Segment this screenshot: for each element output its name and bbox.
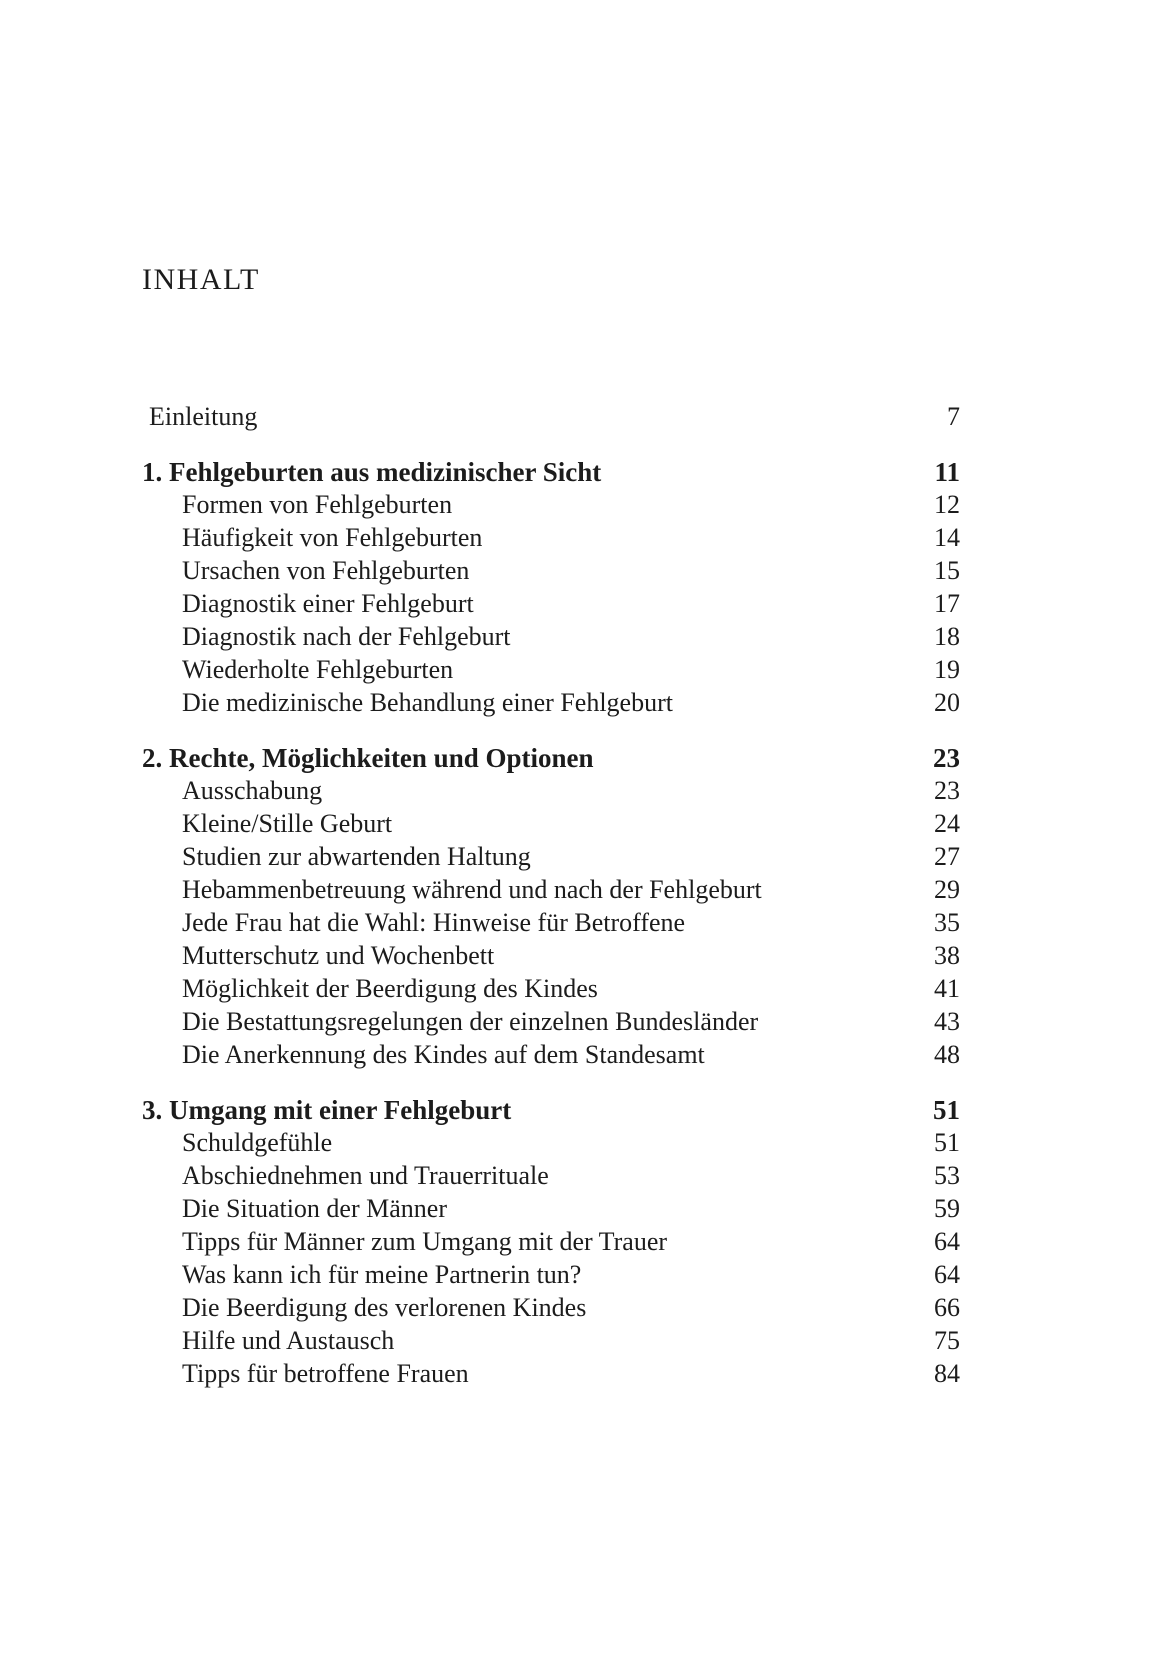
- toc-section-page: 20: [934, 688, 960, 717]
- toc-section-title: Die Situation der Männer: [182, 1194, 447, 1223]
- toc-section-entry[interactable]: [142, 488, 960, 522]
- toc-section-page: 41: [934, 974, 960, 1003]
- toc-section-page: 17: [934, 589, 960, 618]
- toc-section-entry[interactable]: [142, 1005, 960, 1039]
- toc-chapter-page: 11: [934, 457, 960, 487]
- toc-chapter-1[interactable]: [142, 455, 960, 489]
- toc-section-title: Ausschabung: [182, 776, 323, 805]
- toc-section-entry[interactable]: [142, 906, 960, 940]
- toc-section-entry[interactable]: [142, 521, 960, 555]
- toc-chapter-title: 2. Rechte, Möglichkeiten und Optionen: [142, 743, 594, 773]
- toc-section-title: Möglichkeit der Beerdigung des Kindes: [182, 974, 598, 1003]
- toc-section-title: Diagnostik einer Fehlgeburt: [182, 589, 474, 618]
- toc-section-entry[interactable]: [142, 1225, 960, 1259]
- toc-section-page: 29: [934, 875, 960, 904]
- toc-section-entry[interactable]: [142, 1126, 960, 1160]
- toc-chapter-page: 51: [933, 1095, 960, 1125]
- toc-section-title: Die Anerkennung des Kindes auf dem Standesamt: [182, 1040, 705, 1069]
- toc-section-entry[interactable]: [142, 939, 960, 973]
- toc-chapter-2[interactable]: [142, 741, 960, 775]
- toc-section-entry[interactable]: [142, 686, 960, 720]
- toc-section-title: Die Beerdigung des verlorenen Kindes: [182, 1293, 587, 1322]
- toc-section-entry[interactable]: [142, 653, 960, 687]
- toc-section-entry[interactable]: [142, 1324, 960, 1358]
- toc-section-page: 38: [934, 941, 960, 970]
- toc-section-page: 53: [934, 1161, 960, 1190]
- toc-section-entry[interactable]: [142, 620, 960, 654]
- toc-section-page: 64: [934, 1260, 960, 1289]
- toc-section-page: 19: [934, 655, 960, 684]
- toc-section-entry[interactable]: [142, 1159, 960, 1193]
- toc-section-page: 51: [934, 1128, 960, 1157]
- toc-section-entry[interactable]: [142, 587, 960, 621]
- toc-section-page: 23: [934, 776, 960, 805]
- toc-section-title: Häufigkeit von Fehlgeburten: [182, 523, 483, 552]
- toc-section-title: Kleine/Stille Geburt: [182, 809, 393, 838]
- toc-section-entry[interactable]: [142, 554, 960, 588]
- toc-chapter-title: 3. Umgang mit einer Fehlgeburt: [142, 1095, 512, 1125]
- toc-section-title: Ursachen von Fehlgeburten: [182, 556, 470, 585]
- toc-section-title: Die medizinische Behandlung einer Fehlgeburt: [182, 688, 673, 717]
- toc-entry-title: Einleitung: [149, 402, 258, 431]
- toc-section-entry[interactable]: [142, 807, 960, 841]
- toc-section-entry[interactable]: [142, 972, 960, 1006]
- toc-section-page: 15: [934, 556, 960, 585]
- toc-section-entry[interactable]: [142, 774, 960, 808]
- toc-section-page: 18: [934, 622, 960, 651]
- toc-section-title: Hilfe und Austausch: [182, 1326, 395, 1355]
- toc-section-page: 24: [934, 809, 960, 838]
- toc-section-title: Diagnostik nach der Fehlgeburt: [182, 622, 511, 651]
- toc-section-title: Jede Frau hat die Wahl: Hinweise für Betroffene: [182, 908, 686, 937]
- toc-section-page: 84: [934, 1359, 960, 1388]
- toc-section-title: Studien zur abwartenden Haltung: [182, 842, 531, 871]
- toc-section-page: 27: [934, 842, 960, 871]
- toc-section-entry[interactable]: [142, 1291, 960, 1325]
- toc-section-page: 66: [934, 1293, 960, 1322]
- toc-entry-page: 7: [947, 402, 960, 431]
- toc-section-page: 48: [934, 1040, 960, 1069]
- toc-heading: INHALT: [142, 263, 260, 296]
- toc-chapter-title: 1. Fehlgeburten aus medizinischer Sicht: [142, 457, 602, 487]
- toc-chapter-page: 23: [933, 743, 960, 773]
- toc-section-title: Hebammenbetreuung während und nach der Fehlgeburt: [182, 875, 762, 904]
- toc-section-entry[interactable]: [142, 840, 960, 874]
- toc-section-title: Wiederholte Fehlgeburten: [182, 655, 454, 684]
- toc-section-page: 35: [934, 908, 960, 937]
- toc-section-title: Tipps für betroffene Frauen: [182, 1359, 469, 1388]
- toc-chapter-3[interactable]: [142, 1093, 960, 1127]
- toc-intro-entry[interactable]: [142, 400, 960, 434]
- toc-section-page: 75: [934, 1326, 960, 1355]
- toc-section-title: Was kann ich für meine Partnerin tun?: [182, 1260, 582, 1289]
- toc-section-entry[interactable]: [142, 1038, 960, 1072]
- toc-section-page: 64: [934, 1227, 960, 1256]
- toc-section-entry[interactable]: [142, 873, 960, 907]
- toc-section-entry[interactable]: [142, 1357, 960, 1391]
- toc-section-title: Abschiednehmen und Trauerrituale: [182, 1161, 549, 1190]
- toc-section-entry[interactable]: [142, 1192, 960, 1226]
- toc-section-page: 43: [934, 1007, 960, 1036]
- toc-section-title: Mutterschutz und Wochenbett: [182, 941, 495, 970]
- toc-section-title: Die Bestattungsregelungen der einzelnen Bundesländer: [182, 1007, 759, 1036]
- toc-section-title: Tipps für Männer zum Umgang mit der Trauer: [182, 1227, 668, 1256]
- toc-section-page: 12: [934, 490, 960, 519]
- toc-section-entry[interactable]: [142, 1258, 960, 1292]
- toc-section-page: 14: [934, 523, 960, 552]
- toc-section-page: 59: [934, 1194, 960, 1223]
- toc-section-title: Schuldgefühle: [182, 1128, 333, 1157]
- toc-section-title: Formen von Fehlgeburten: [182, 490, 453, 519]
